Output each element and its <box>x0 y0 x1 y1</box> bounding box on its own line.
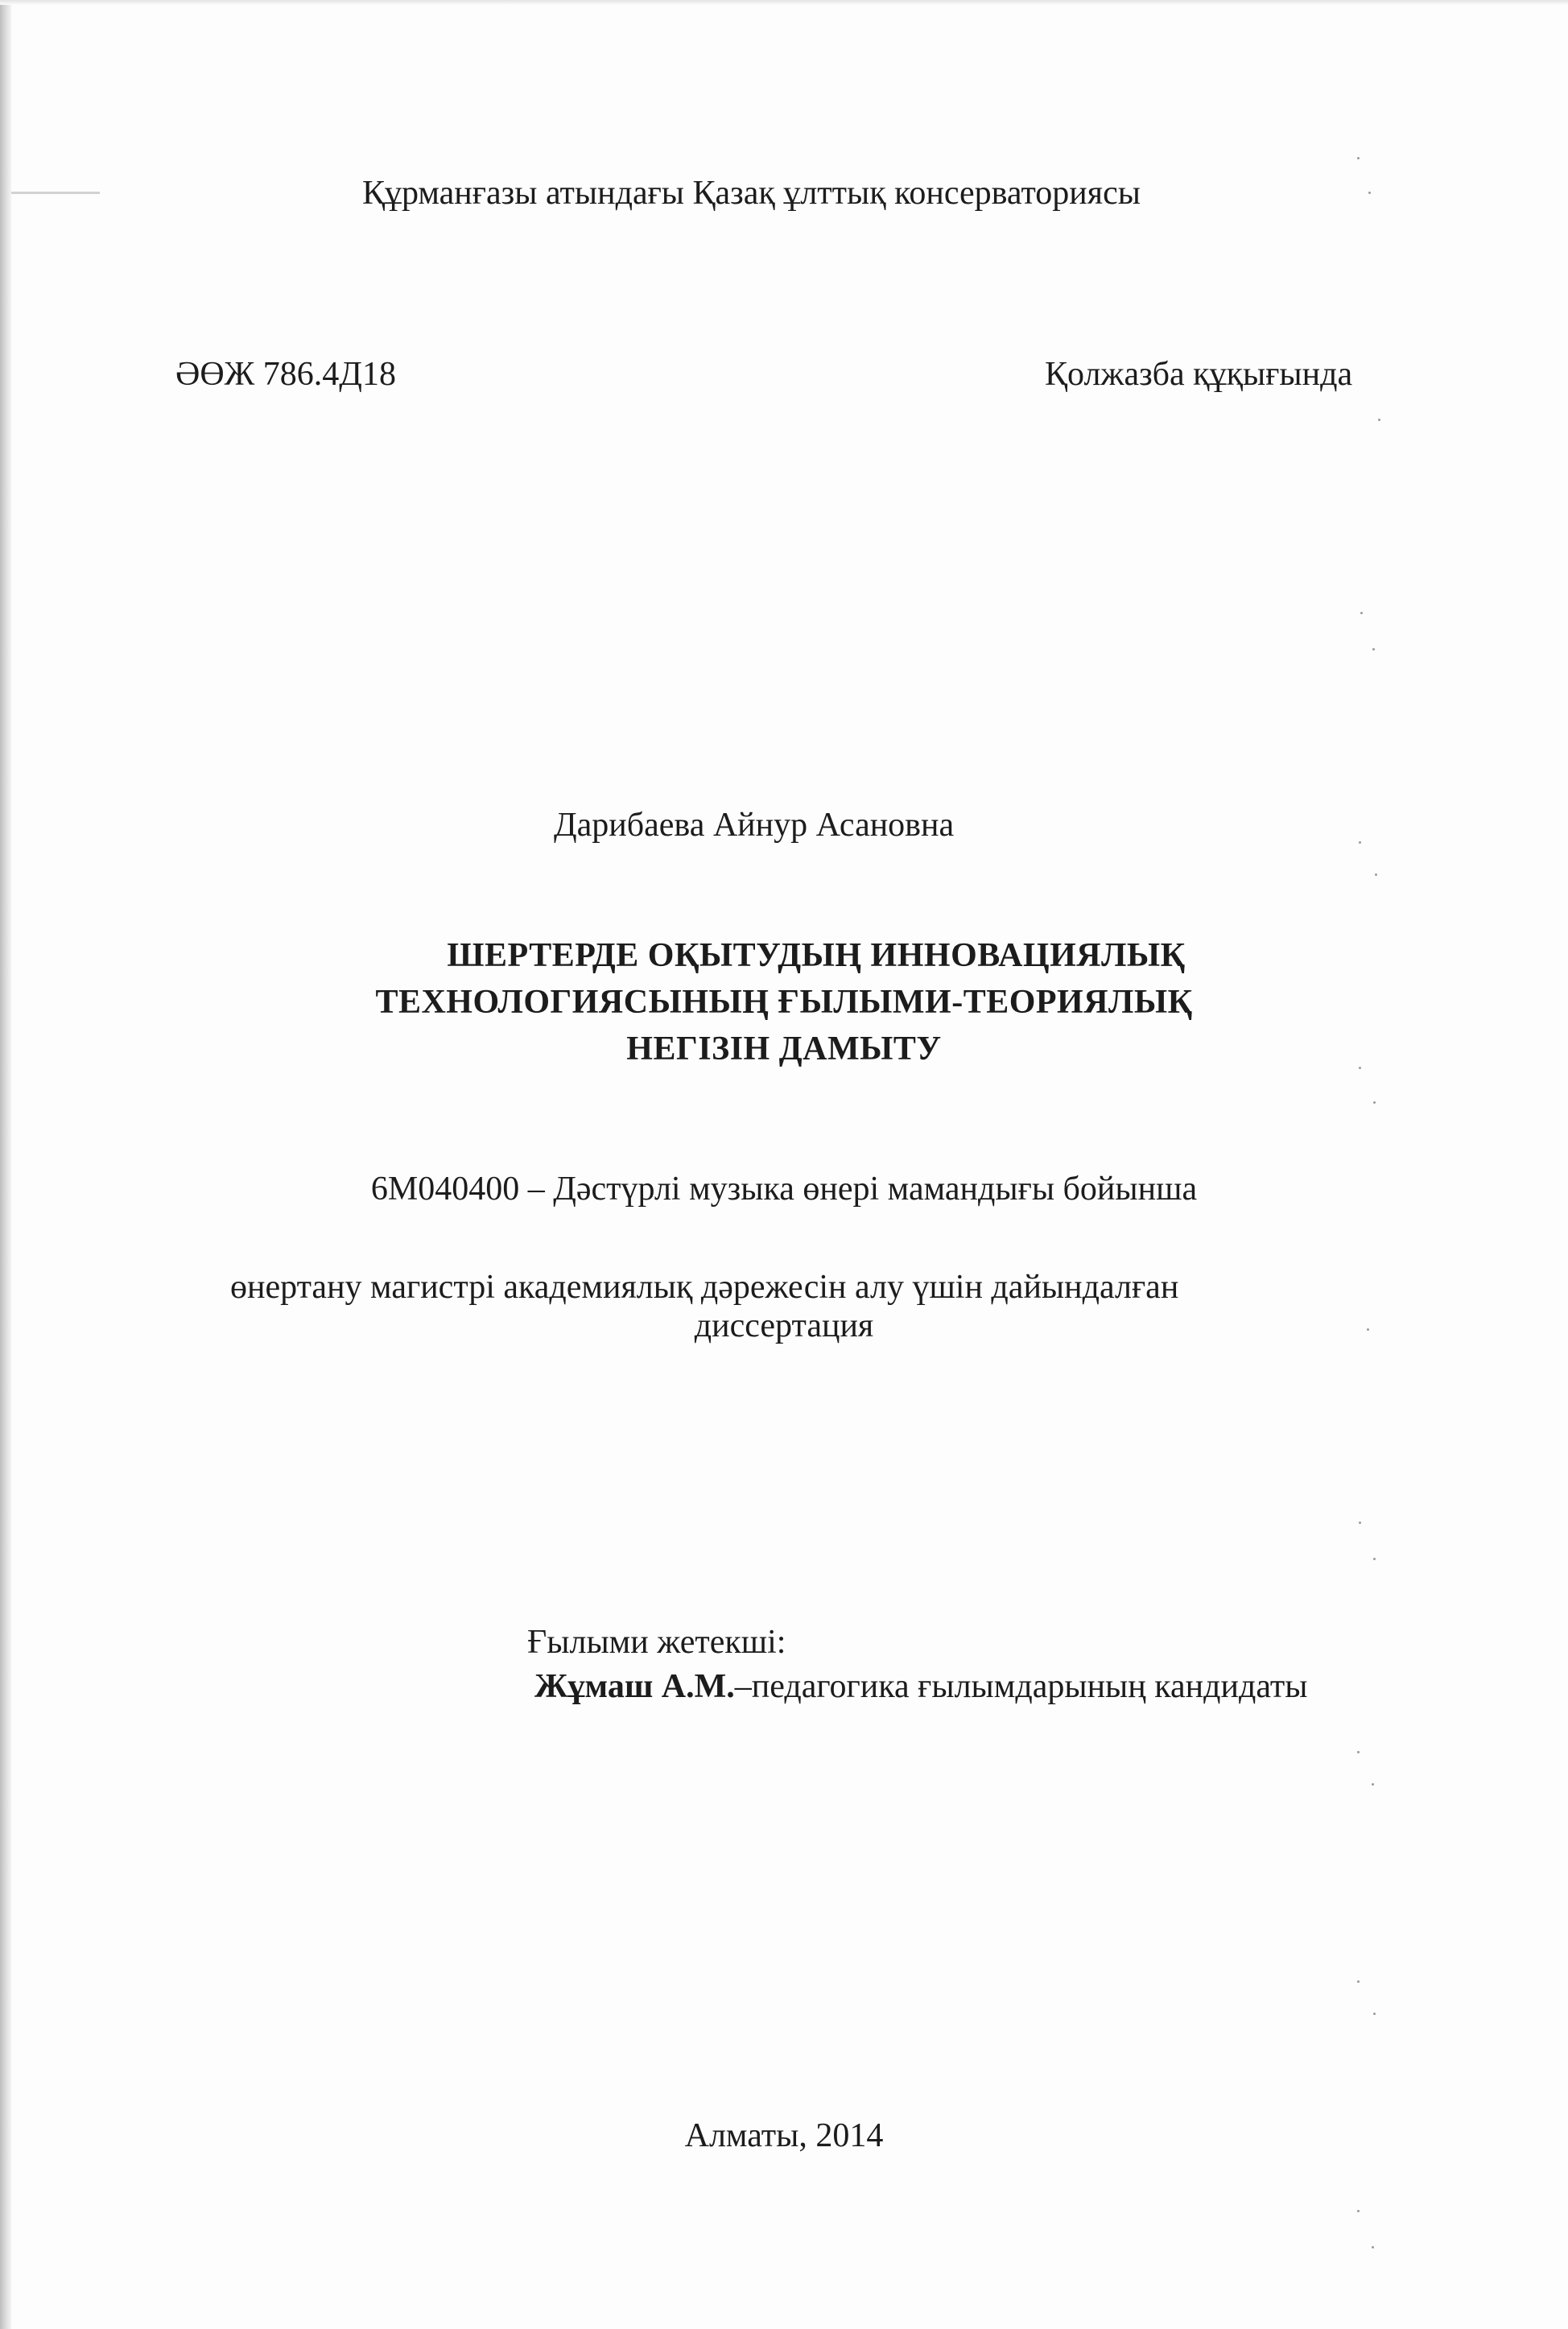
scan-speck <box>1372 1783 1374 1786</box>
udc-code: ӘӨЖ 786.4Д18 <box>175 356 396 393</box>
author-name: Дарибаева Айнур Асановна <box>554 807 955 844</box>
specialty-line: 6М040400 – Дәстүрлі музыка өнері мамандығы бойынша <box>370 1171 1198 1208</box>
thesis-title-line-1: ШЕРТЕРДЕ ОҚЫТУДЫҢ ИННОВАЦИЯЛЫҚ <box>447 937 1186 974</box>
scan-speck <box>1357 157 1360 159</box>
scan-speck <box>1373 2013 1376 2015</box>
scan-speck <box>1359 1522 1361 1524</box>
scan-speck <box>1373 1558 1376 1560</box>
city-year: Алматы, 2014 <box>684 2117 884 2154</box>
scan-speck <box>1372 2246 1374 2248</box>
supervisor-title: –педагогика ғылымдарының кандидаты <box>734 1668 1308 1705</box>
institution-name: Құрманғазы атындағы Қазақ ұлттық консерваториясы <box>362 175 1141 212</box>
scan-speck <box>1359 1067 1361 1069</box>
supervisor-line <box>534 1666 1307 1707</box>
degree-line-2: диссертация <box>694 1307 874 1344</box>
thesis-title-line-3: НЕГІЗІН ДАМЫТУ <box>626 1030 942 1067</box>
scan-speck <box>1368 192 1371 194</box>
scan-speck <box>1375 873 1377 876</box>
supervisor-label: Ғылыми жетекші: <box>527 1624 786 1661</box>
scan-speck <box>1357 2210 1360 2212</box>
supervisor-name: Жұмаш А.М. <box>534 1668 735 1705</box>
scan-speck <box>1357 1980 1360 1983</box>
scan-speck <box>1373 1101 1376 1104</box>
scan-speck <box>1378 419 1380 421</box>
scan-speck <box>1372 648 1375 650</box>
manuscript-rights: Қолжазба құқығында <box>1045 356 1353 393</box>
degree-line-1: өнертану магистрі академиялық дәрежесін алу үшін дайындалған <box>230 1269 1179 1306</box>
scan-speck <box>1360 612 1363 614</box>
scan-speck <box>1359 841 1361 844</box>
scan-speck <box>1367 1328 1369 1331</box>
scan-top-edge <box>0 0 1568 5</box>
scan-speck <box>1357 1751 1360 1753</box>
thesis-title-line-2: ТЕХНОЛОГИЯСЫНЫҢ ҒЫЛЫМИ-ТЕОРИЯЛЫҚ <box>375 984 1193 1021</box>
scan-left-edge <box>0 0 11 2329</box>
scan-smudge <box>11 192 100 194</box>
